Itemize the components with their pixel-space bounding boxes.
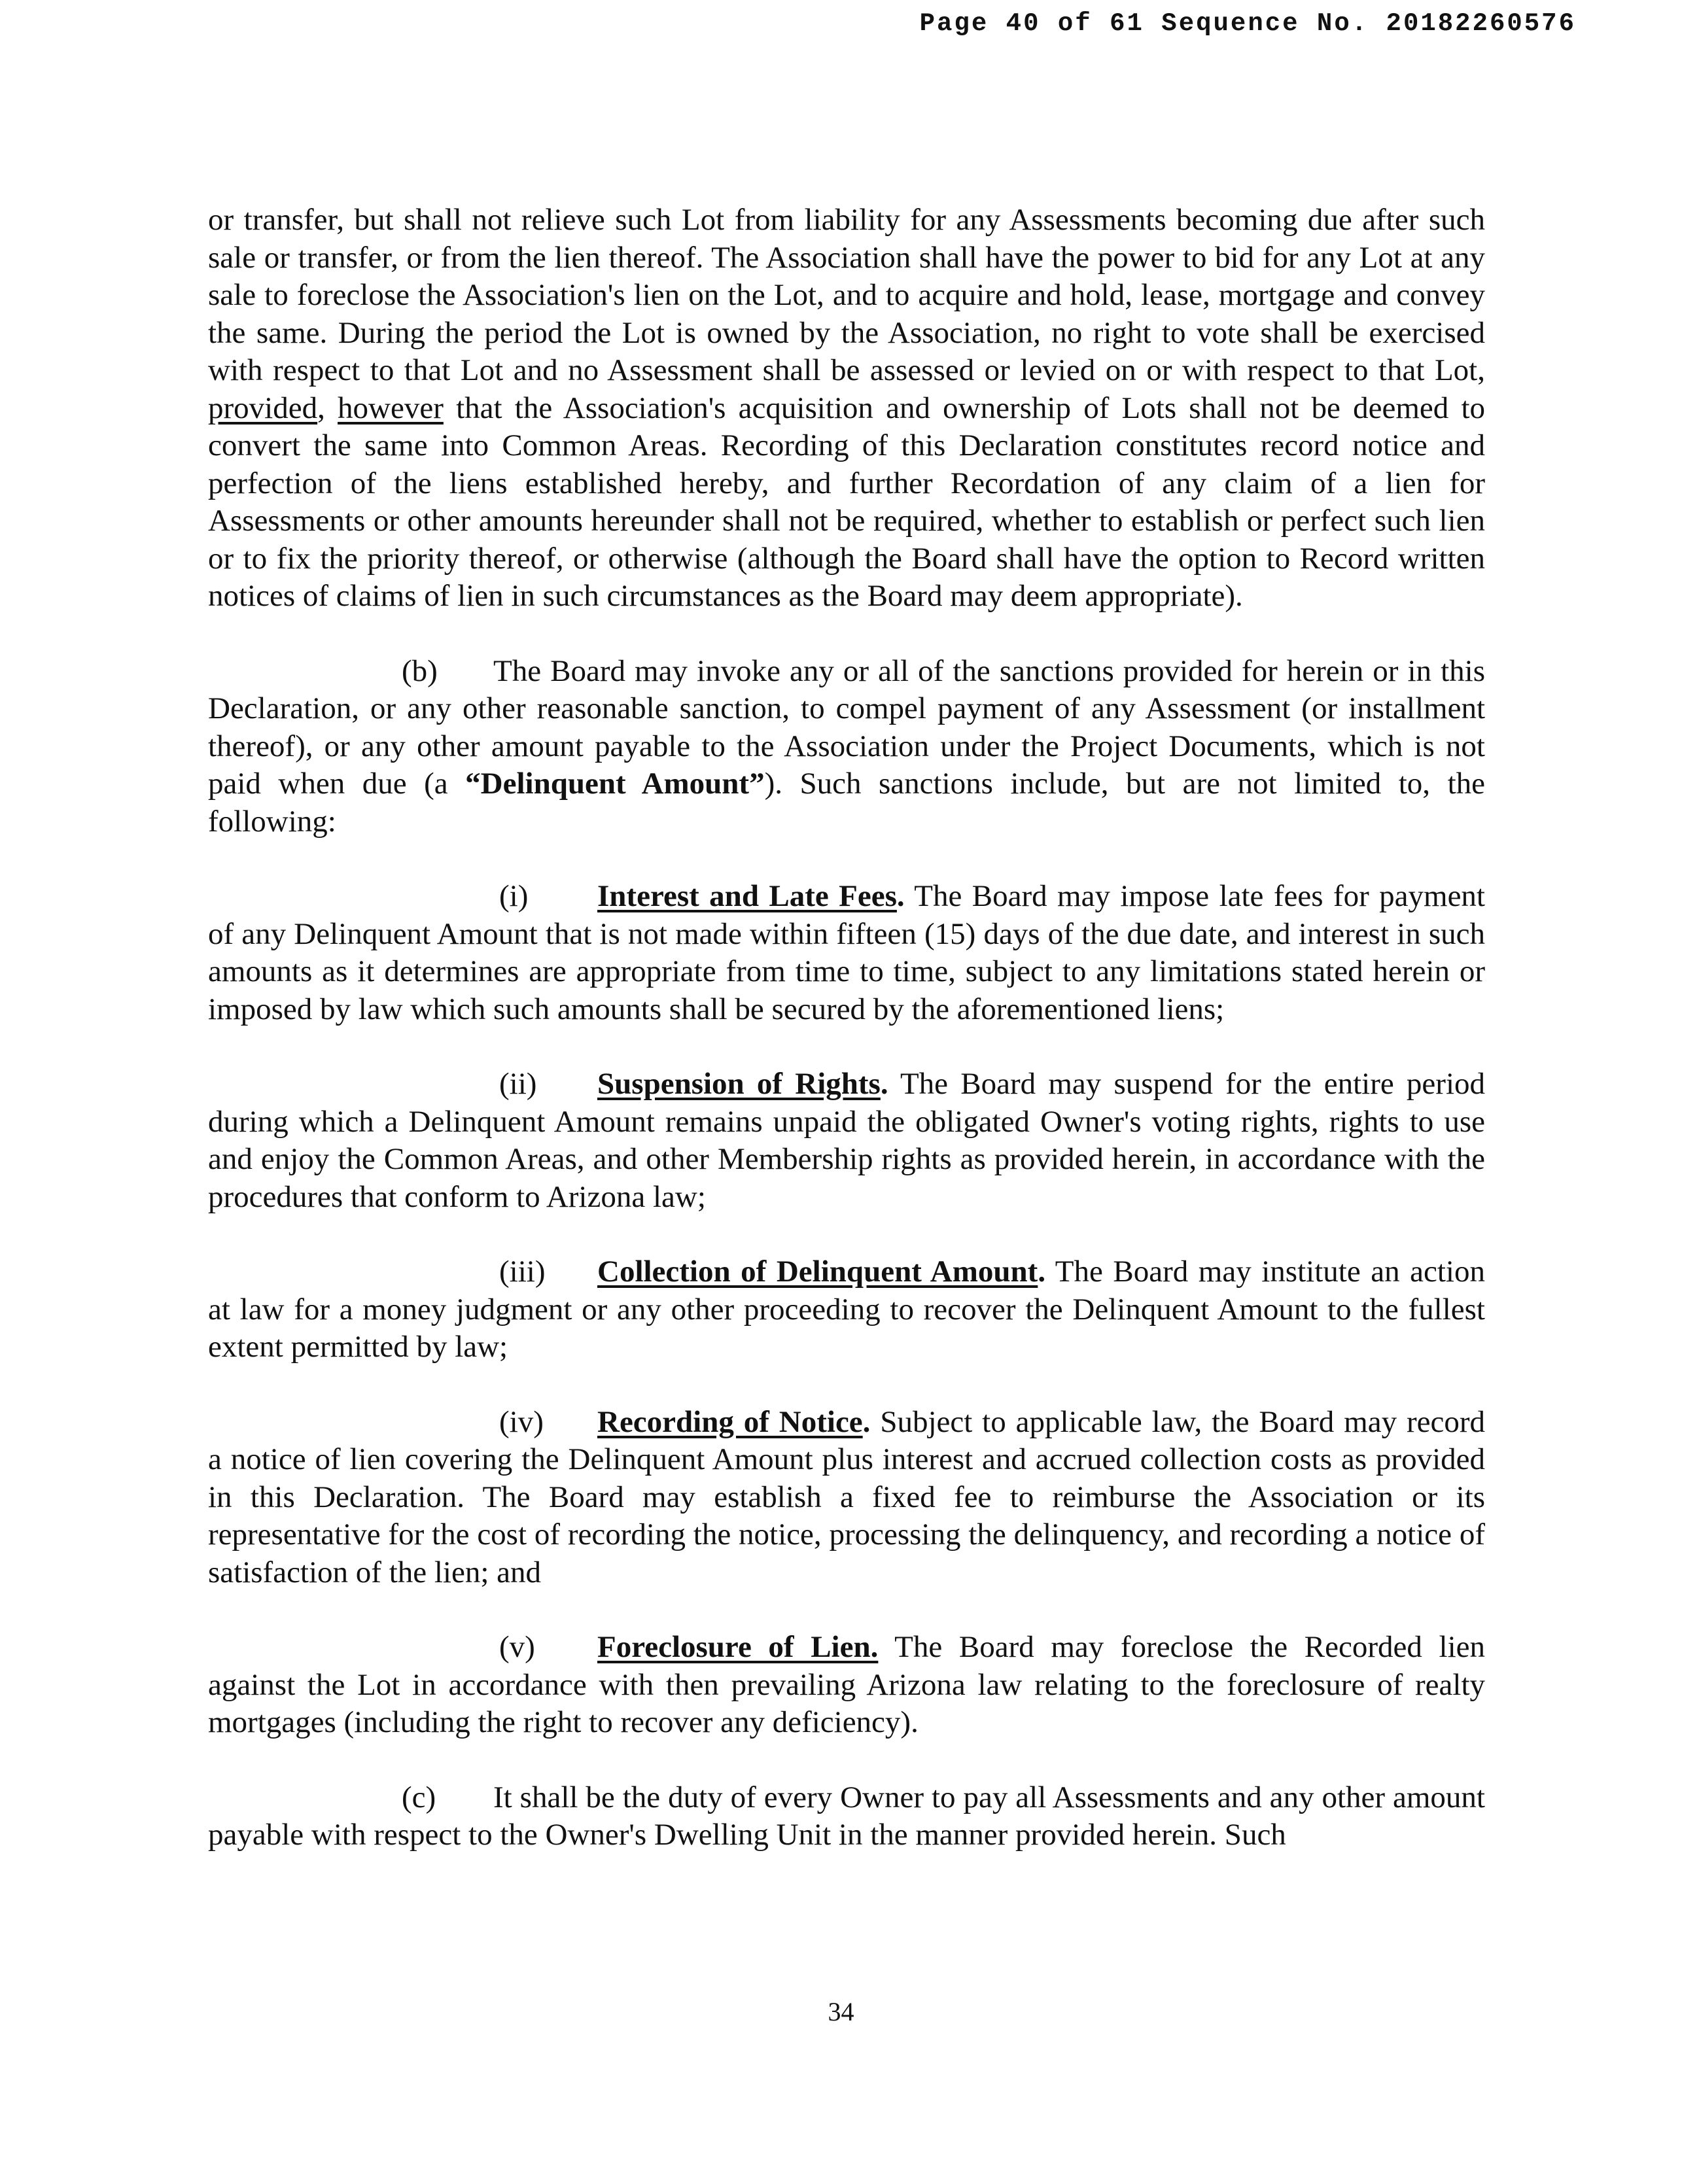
heading-period: . bbox=[880, 1067, 888, 1101]
heading-period: . bbox=[896, 879, 905, 913]
heading-period: . bbox=[862, 1404, 871, 1439]
subparagraph-marker: (ii) bbox=[499, 1067, 537, 1101]
paragraph-marker: (c) bbox=[402, 1780, 436, 1814]
paragraph-text: The Board may invoke any or all of the sanctions provided for herein or in this Declaration, or any other reasonable sanction, to compel payment of any Assessment (or installment thereof), or any other amount payable to the Association under the Project Documents, which is not paid when due (a bbox=[208, 653, 1485, 801]
paragraph-text: It shall be the duty of every Owner to pay all Assessments and any other amount payable with respect to the Owner's Dwelling Unit in the manner provided herein. Such bbox=[208, 1780, 1485, 1852]
subparagraph-v bbox=[208, 1629, 1485, 1742]
paragraph-c bbox=[208, 1779, 1485, 1854]
subparagraph-heading: Collection of Delinquent Amount bbox=[597, 1255, 1038, 1289]
subparagraph-text: The Board may institute an action at law for a money judgment or any other proceeding to recover the Delinquent Amount to the fullest extent permitted by law; bbox=[208, 1255, 1485, 1364]
defined-term: “Delinquent Amount” bbox=[465, 767, 765, 801]
subparagraph-text: The Board may impose late fees for payment of any Delinquent Amount that is not made within fifteen (15) days of the due date, and interest in such amounts as it determines are appropriate from time to time, subject to any limitations stated herein or imposed by law which such amounts shall be secured by the aforementioned liens; bbox=[208, 879, 1485, 1026]
subparagraph-marker: (iii) bbox=[499, 1255, 546, 1289]
however-term: however bbox=[338, 390, 444, 425]
page-number: 34 bbox=[828, 1997, 854, 2026]
heading-period: . bbox=[1038, 1255, 1046, 1289]
subparagraph-iii bbox=[208, 1253, 1485, 1366]
subparagraph-ii bbox=[208, 1066, 1485, 1216]
subparagraph-text: The Board may foreclose the Recorded lien against the Lot in accordance with then prevailing Arizona law relating to the foreclosure of realty mortgages (including the right to recover any deficiency). bbox=[208, 1630, 1485, 1739]
subparagraph-i bbox=[208, 878, 1485, 1028]
subparagraph-text: Subject to applicable law, the Board may record a notice of lien covering the Delinquent Amount plus interest and accrued collection costs as provided in this Declaration. The Board may establish a fixed fee to reimburse the Association or its representative for the cost of recording the notice, processing the delinquency, and recording a notice of satisfaction of the lien; and bbox=[208, 1404, 1485, 1589]
paragraph-text: that the Association's acquisition and ownership of Lots shall not be deemed to convert the same into Common Areas. Recording of this Declaration constitutes record notice and perfection of the liens established hereby, and further Recordation of any claim of a lien for Assessments or other amounts hereunder shall not be required, whether to establish or perfect such lien or to fix the priority thereof, or otherwise (although the Board shall have the option to Record written notices of claims of lien in such circumstances as the Board may deem appropriate). bbox=[208, 390, 1486, 613]
paragraph-text: , bbox=[317, 390, 338, 425]
paragraph-continuation bbox=[208, 201, 1485, 615]
subparagraph-marker: (v) bbox=[499, 1630, 535, 1664]
paragraph-text: ). Such sanctions include, but are not limited to, the following: bbox=[208, 767, 1485, 839]
subparagraph-heading: Recording of Notice bbox=[597, 1404, 863, 1439]
page-sequence-header: Page 40 of 61 Sequence No. 20182260576 bbox=[919, 9, 1576, 38]
subparagraph-marker: (i) bbox=[499, 879, 529, 913]
paragraph-marker: (b) bbox=[402, 653, 438, 688]
document-body bbox=[208, 201, 1485, 1892]
subparagraph-iv bbox=[208, 1404, 1485, 1592]
paragraph-b bbox=[208, 653, 1485, 841]
subparagraph-heading: Foreclosure of Lien. bbox=[597, 1630, 879, 1664]
paragraph-text: or transfer, but shall not relieve such Lot from liability for any Assessments becoming due after such sale or transfer, or from the lien thereof. The Association shall have the power to bid for any Lot at any sale to foreclose the Association's lien on the Lot, and to acquire and hold, lease, mortgage and convey the same. During the period the Lot is owned by the Association, no right to vote shall be exercised with respect to that Lot and no Assessment shall be assessed or levied on or with respect to that Lot, bbox=[208, 203, 1485, 387]
subparagraph-text: The Board may suspend for the entire period during which a Delinquent Amount remains unpaid the obligated Owner's voting rights, rights to use and enjoy the Common Areas, and other Membership rights as provided herein, in accordance with the procedures that conform to Arizona law; bbox=[208, 1067, 1485, 1214]
subparagraph-heading: Suspension of Rights bbox=[597, 1067, 881, 1101]
subparagraph-marker: (iv) bbox=[499, 1404, 544, 1439]
provided-term: provided bbox=[208, 390, 318, 425]
subparagraph-heading: Interest and Late Fees bbox=[597, 879, 897, 913]
